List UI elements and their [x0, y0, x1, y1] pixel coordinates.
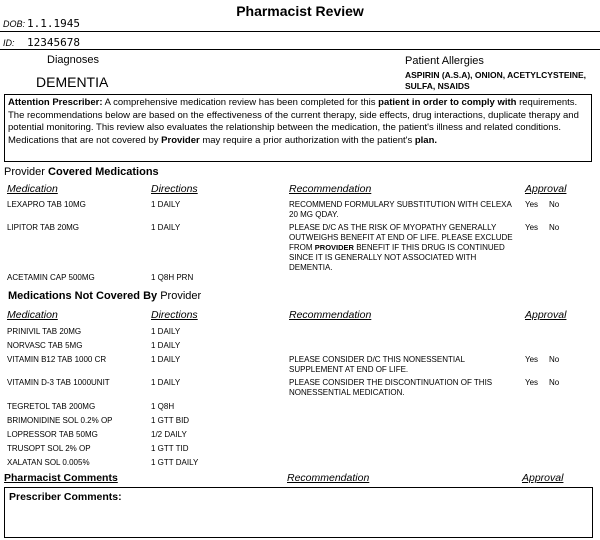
provider-label: PROVIDER [314, 243, 354, 252]
medication-directions: 1 GTT DAILY [151, 458, 199, 467]
approve-yes[interactable]: Yes [525, 223, 539, 232]
prescriber-comments-heading: Prescriber Comments: [9, 491, 122, 503]
medication-name: ACETAMIN CAP 500MG [7, 273, 95, 282]
allergies-heading: Patient Allergies [405, 55, 484, 67]
medication-name: TEGRETOL TAB 200MG [7, 402, 96, 411]
col-medication: Medication [7, 183, 58, 195]
attention-prescriber-box [4, 94, 592, 162]
diagnosis-value: DEMENTIA [36, 74, 109, 90]
medication-name: VITAMIN B12 TAB 1000 CR [7, 355, 107, 364]
medication-directions: 1 GTT TID [151, 444, 189, 453]
attention-bold-text: Provider [161, 134, 200, 146]
col-approval: Approval [522, 472, 564, 484]
medication-directions: 1 DAILY [151, 355, 181, 364]
not-covered-medications-heading [8, 290, 201, 302]
medication-name: NORVASC TAB 5MG [7, 341, 83, 350]
id-value: 12345678 [27, 36, 80, 49]
col-approval: Approval [525, 183, 567, 195]
allergies-line: SULFA, NSAIDS [405, 81, 470, 91]
col-recommendation: Recommendation [289, 309, 372, 321]
medication-directions: 1 DAILY [151, 378, 181, 387]
id-label: ID: [3, 38, 15, 48]
heading-text: Medications Not Covered By [8, 290, 161, 302]
medication-name: LIPITOR TAB 20MG [7, 223, 80, 232]
medication-directions: 1 Q8H [151, 402, 175, 411]
heading-text: Covered Medications [44, 166, 159, 178]
provider-label: Provider [160, 290, 202, 302]
approve-no[interactable]: No [549, 200, 560, 209]
diagnoses-heading: Diagnoses [47, 54, 99, 66]
pharmacist-comments-heading: Pharmacist Comments [4, 472, 118, 484]
col-directions: Directions [151, 183, 198, 195]
col-approval: Approval [525, 309, 567, 321]
recommendation-text: PLEASE D/C AS THE RISK OF MYOPATHY GENERALLY OUTWEIGHS BENEFIT AT END OF LIFE. PLEASE EXCLUDE FROM [289, 223, 513, 252]
medication-name: VITAMIN D-3 TAB 1000UNIT [7, 378, 110, 387]
approve-yes[interactable]: Yes [525, 200, 539, 209]
medication-directions: 1 DAILY [151, 200, 181, 209]
attention-bold-text: patient in order to comply with [378, 97, 517, 108]
recommendation-text: BENEFIT IF THIS DRUG IS CONTINUED SINCE IT IS GENERALLY NOT ASSOCIATED WITH DEMENTIA. [289, 243, 505, 272]
dob-value: 1.1.1945 [27, 17, 80, 30]
covered-medications-heading [4, 166, 159, 178]
attention-text: requirements. The recommendations below are based on the effectiveness of the current therapy, side effects, drug interactions, duplicate therapy and potential monitoring. This review also evaluates the relationship between the medication, the patient's illness and related conditions. Medications that are not covered by [8, 97, 579, 146]
medication-directions: 1 DAILY [151, 327, 181, 336]
medication-directions: 1 DAILY [151, 223, 181, 232]
medication-recommendation: PLEASE CONSIDER D/C THIS NONESSENTIAL SUPPLEMENT AT END OF LIFE. [289, 355, 465, 374]
attention-bold-text: plan. [414, 134, 438, 146]
medication-recommendation: PLEASE CONSIDER THE DISCONTINUATION OF THIS NONESSENTIAL MEDICATION. [289, 378, 493, 397]
medication-name: LOPRESSOR TAB 50MG [7, 430, 98, 439]
attention-label: Attention Prescriber: [8, 97, 103, 108]
medication-recommendation: RECOMMEND FORMULARY SUBSTITUTION WITH CELEXA 20 MG QDAY. [289, 200, 512, 219]
provider-label: Provider [4, 166, 45, 178]
dob-label: DOB: [3, 19, 26, 29]
prescriber-comments-box[interactable] [4, 487, 593, 538]
approve-yes[interactable]: Yes [525, 355, 539, 364]
medication-recommendation [289, 223, 514, 273]
approve-yes[interactable]: Yes [525, 378, 539, 387]
page-title: Pharmacist Review [236, 3, 364, 19]
allergies-list [405, 70, 586, 92]
medication-name: BRIMONIDINE SOL 0.2% OP [7, 416, 113, 425]
approve-no[interactable]: No [549, 378, 560, 387]
divider [0, 49, 600, 50]
col-medication: Medication [7, 309, 58, 321]
divider [0, 31, 600, 32]
medication-directions: 1 DAILY [151, 341, 181, 350]
medication-directions: 1/2 DAILY [151, 430, 187, 439]
attention-text: may require a prior authorization with the patient's [199, 134, 415, 146]
approve-no[interactable]: No [549, 355, 560, 364]
col-directions: Directions [151, 309, 198, 321]
medication-name: PRINIVIL TAB 20MG [7, 327, 82, 336]
approve-no[interactable]: No [549, 223, 560, 232]
col-recommendation: Recommendation [287, 472, 370, 484]
medication-name: XALATAN SOL 0.005% [7, 458, 90, 467]
allergies-line: ASPIRIN (A.S.A), ONION, ACETYLCYSTEINE, [405, 70, 587, 80]
col-recommendation: Recommendation [289, 183, 372, 195]
attention-text: A comprehensive medication review has been completed for this [102, 97, 379, 108]
medication-name: LEXAPRO TAB 10MG [7, 200, 86, 209]
medication-directions: 1 GTT BID [151, 416, 190, 425]
medication-name: TRUSOPT SOL 2% OP [7, 444, 91, 453]
medication-directions: 1 Q8H PRN [151, 273, 194, 282]
